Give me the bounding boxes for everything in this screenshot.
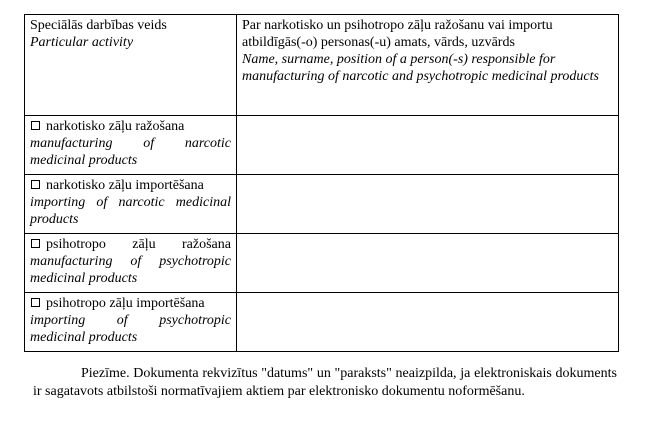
responsible-person-cell[interactable] (237, 293, 619, 352)
activity-cell (25, 116, 237, 175)
activity-en-line1: importing of narcotic medicinal (30, 195, 231, 210)
activity-cell (25, 293, 237, 352)
header-person-cell (237, 15, 619, 116)
responsible-person-cell[interactable] (237, 234, 619, 293)
activity-cell (25, 234, 237, 293)
activity-en-line2: medicinal products (30, 330, 138, 345)
header-person-lv: Par narkotisko un psihotropo zāļu ražošanu vai importu atbildīgās(-o) personas(-u) amats, vārds, uzvārds (242, 18, 553, 50)
footnote: Piezīme. Dokumenta rekvizītus "datums" un "paraksts" neaizpilda, ja elektroniskais dokuments ir sagatavots atbilstoši normatīvajiem aktiem par elektronisko dokumentu noformēšanu. (33, 366, 617, 399)
header-person-en: Name, surname, position of a person(-s) responsible for manufacturing of narcotic and psychotropic medicinal products (242, 52, 599, 84)
activity-lv: psihotropo zāļu importēšana (46, 296, 205, 311)
activity-lv: narkotisko zāļu importēšana (46, 178, 204, 193)
header-activity-cell (25, 15, 237, 116)
activity-en-line1: manufacturing of psychotropic (30, 254, 231, 269)
activity-en-line1: manufacturing of narcotic (30, 136, 231, 151)
table-row (25, 116, 619, 175)
table-row (25, 175, 619, 234)
activity-en-line2: products (30, 212, 79, 227)
checkbox-icon[interactable] (31, 239, 40, 248)
header-activity-en: Particular activity (30, 35, 134, 50)
header-activity-lv: Speciālās darbības veids (30, 18, 167, 33)
checkbox-icon[interactable] (31, 298, 40, 307)
activity-lv: narkotisko zāļu ražošana (46, 119, 185, 134)
table-row (25, 234, 619, 293)
responsible-person-cell[interactable] (237, 116, 619, 175)
checkbox-icon[interactable] (31, 121, 40, 130)
activity-en-line1: importing of psychotropic (30, 313, 231, 328)
activity-en-line2: medicinal products (30, 153, 138, 168)
table-row (25, 293, 619, 352)
checkbox-icon[interactable] (31, 180, 40, 189)
activity-cell (25, 175, 237, 234)
activity-lv: psihotropo zāļu ražošana (46, 237, 231, 252)
table-header-row (25, 15, 619, 116)
activity-table (24, 14, 619, 352)
responsible-person-cell[interactable] (237, 175, 619, 234)
activity-en-line2: medicinal products (30, 271, 138, 286)
